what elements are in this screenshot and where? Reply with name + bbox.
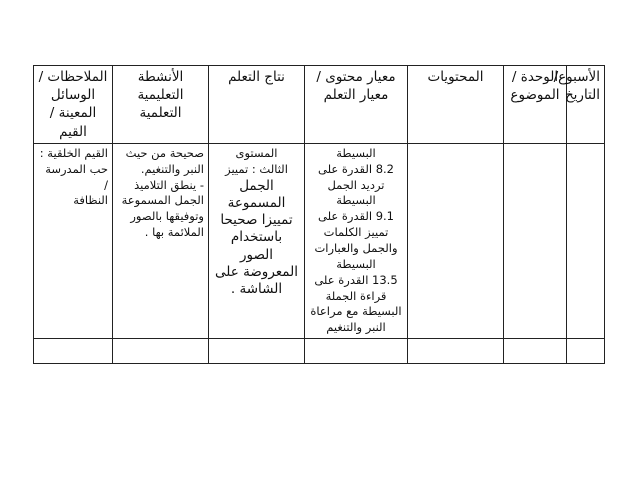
cell-outcome bbox=[209, 143, 305, 338]
outcome-main: الجمل المسموعة تمييزا صحيحا باستخدام الصور المعروضة على الشاشة . bbox=[215, 177, 298, 298]
cell-week bbox=[567, 143, 605, 338]
header-standard: معيار محتوى / معيار التعلم bbox=[305, 66, 408, 144]
header-learning-outcome: نتاج التعلم bbox=[209, 66, 305, 144]
cell-standard: البسيطة 8.2 القدرة على ترديد الجمل البسيطة 9.1 القدرة على تمييز الكلمات والجمل والعبارات البسيطة 13.5 القدرة على قراءة الجملة البسيطة مع مراعاة النبر والتنغيم bbox=[305, 143, 408, 338]
empty-cell bbox=[305, 339, 408, 364]
empty-cell bbox=[504, 339, 567, 364]
header-week-date: الأسبوع/ التاريخ bbox=[567, 66, 605, 144]
cell-unit bbox=[504, 143, 567, 338]
cell-contents bbox=[408, 143, 504, 338]
header-activities: الأنشطة التعليمية التعلمية bbox=[113, 66, 209, 144]
empty-cell bbox=[34, 339, 113, 364]
table-row bbox=[34, 143, 605, 338]
empty-cell bbox=[408, 339, 504, 364]
cell-notes: القيم الخلقية : حب المدرسة / النظافة bbox=[34, 143, 113, 338]
header-contents: المحتويات bbox=[408, 66, 504, 144]
empty-cell bbox=[113, 339, 209, 364]
header-notes: الملاحظات / الوسائل المعينة / القيم bbox=[34, 66, 113, 144]
header-row bbox=[34, 66, 605, 144]
lesson-plan-table bbox=[33, 65, 605, 364]
cell-activities: صحيحة من حيث النبر والتنغيم. - ينطق التلاميذ الجمل المسموعة وتوفيقها بالصور الملائمة بها . bbox=[113, 143, 209, 338]
empty-row bbox=[34, 339, 605, 364]
header-unit-topic: الوحدة / الموضوع bbox=[504, 66, 567, 144]
empty-cell bbox=[209, 339, 305, 364]
outcome-intro: المستوى الثالث : تمييز bbox=[225, 145, 288, 176]
empty-cell bbox=[567, 339, 605, 364]
